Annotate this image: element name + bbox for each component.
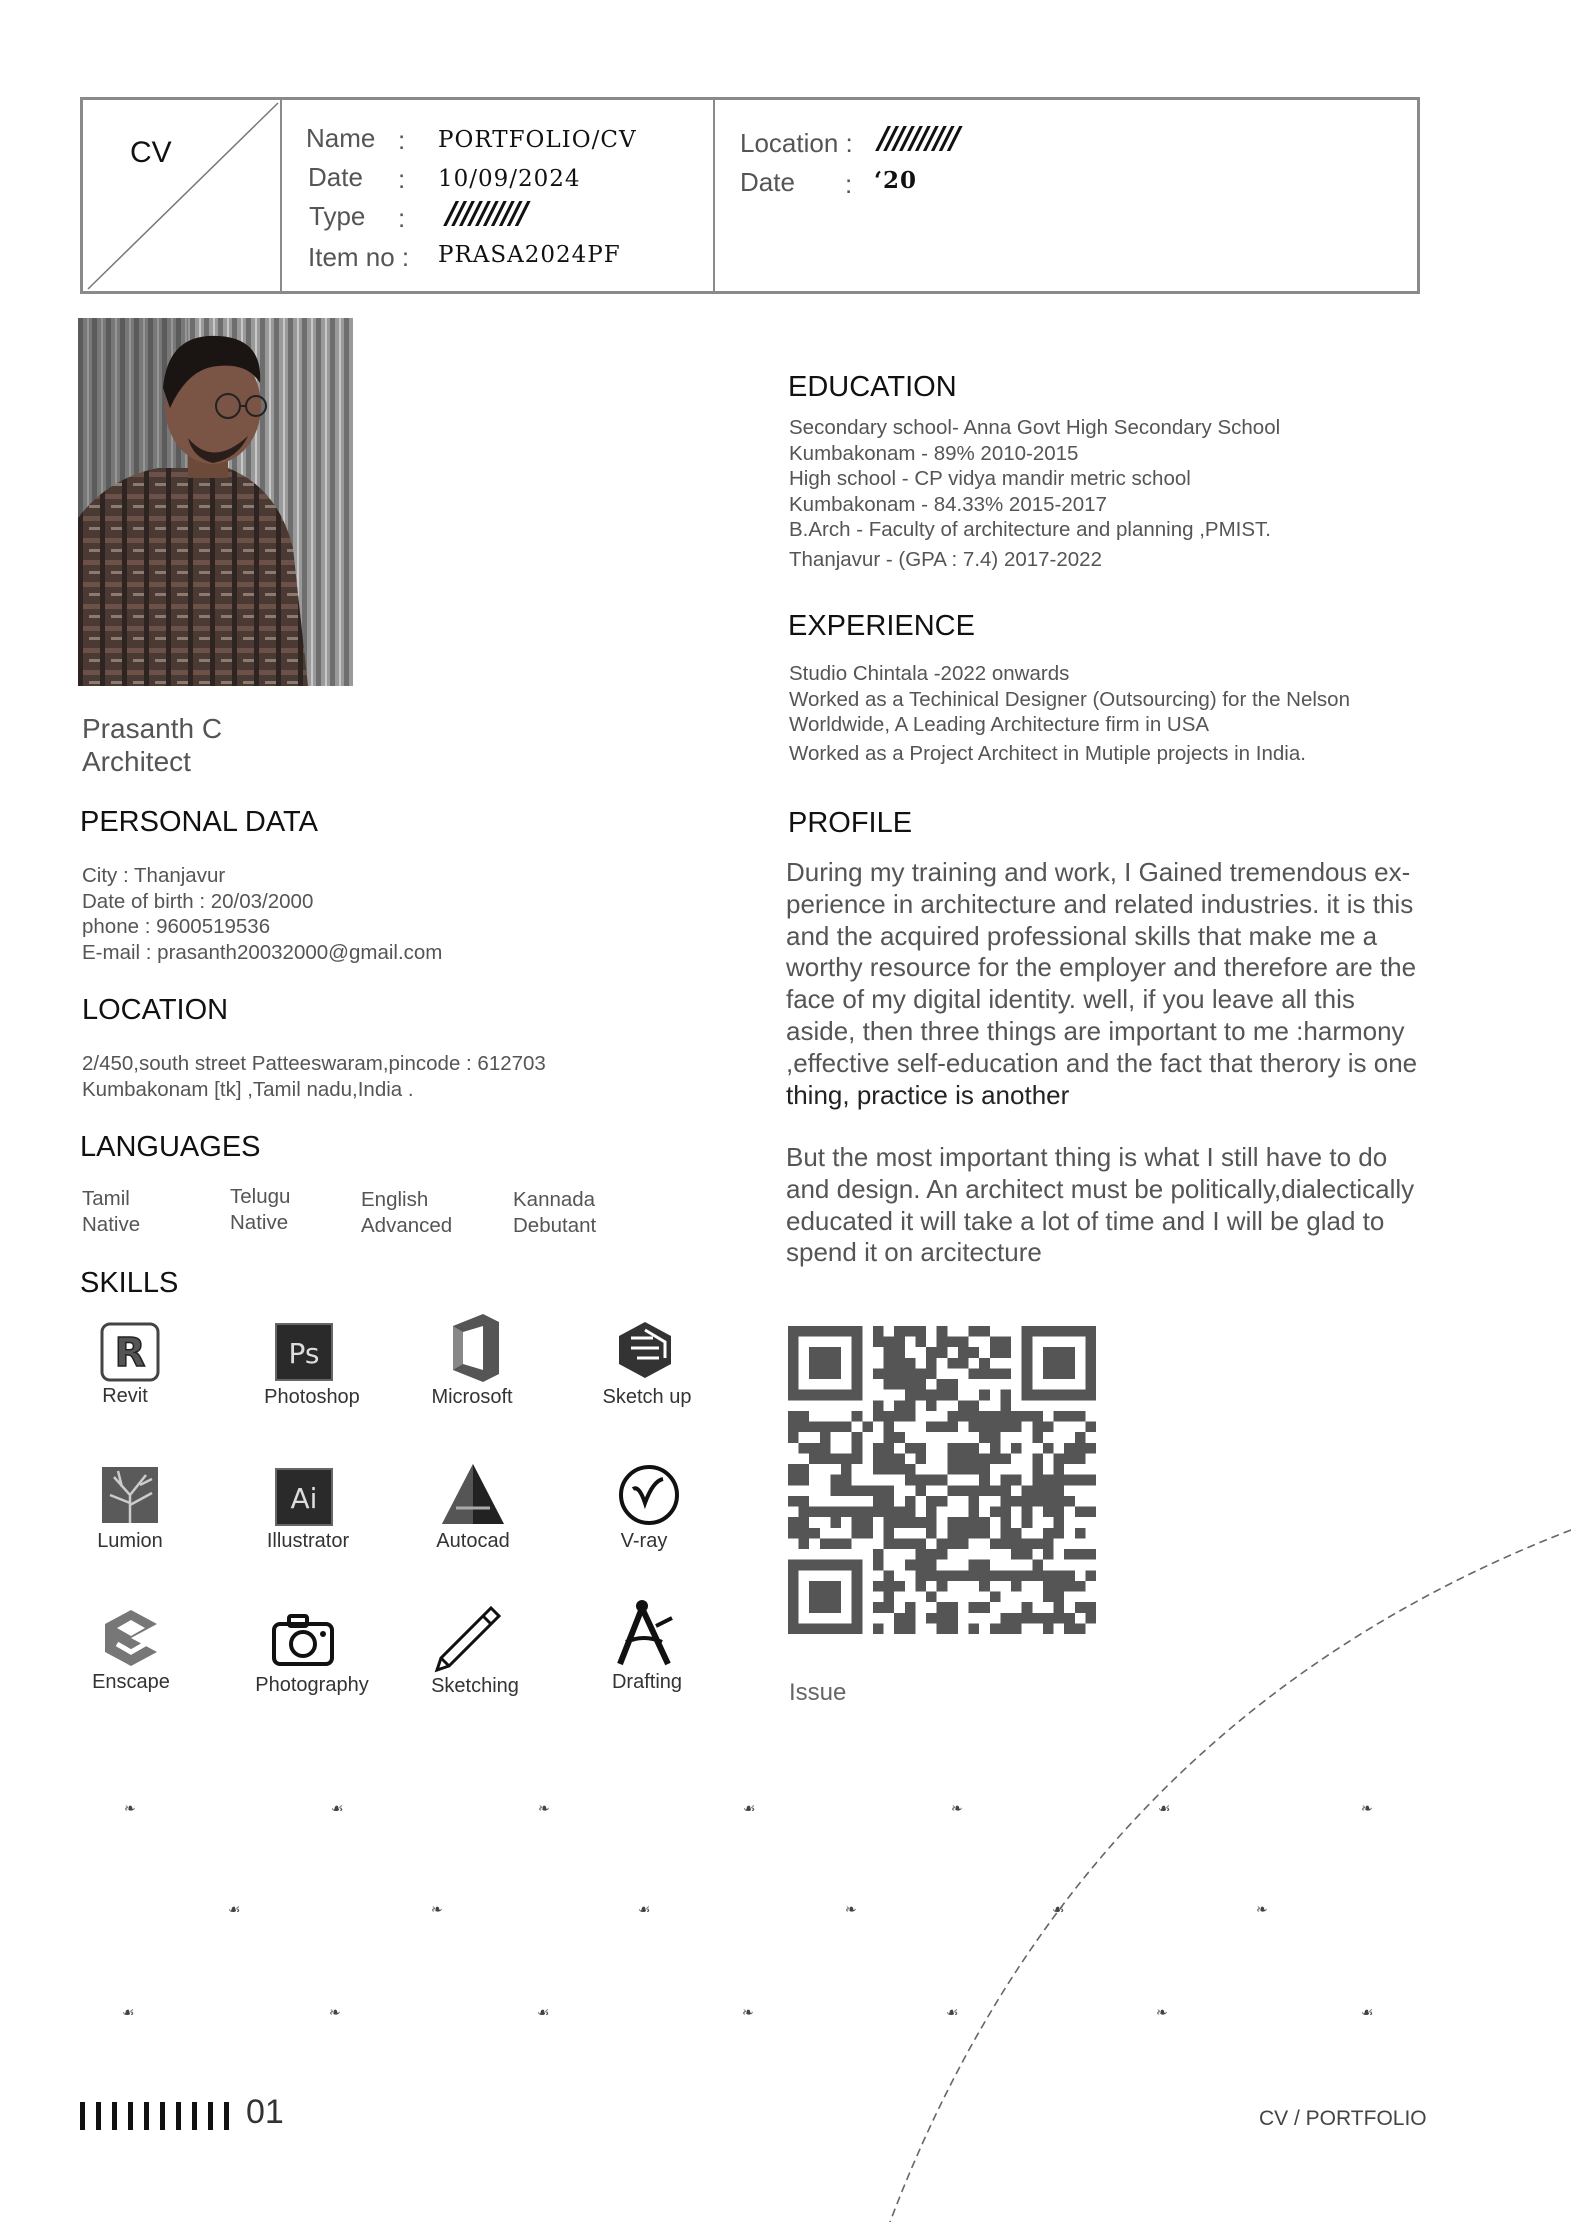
ornament-icon: ☙ bbox=[228, 1901, 241, 1917]
person-role: Architect bbox=[82, 746, 191, 777]
location-label: Location : bbox=[740, 128, 853, 158]
education-line: B.Arch - Faculty of architecture and planning ,PMIST. bbox=[789, 518, 1271, 541]
person-name: Prasanth C bbox=[82, 713, 223, 744]
ornament-icon: ☙ bbox=[331, 1800, 344, 1816]
photoshop-icon bbox=[272, 1320, 336, 1389]
date-value: 10/09/2024 bbox=[438, 166, 581, 192]
svg-text:R: R bbox=[114, 1330, 146, 1376]
name-label: Name bbox=[306, 123, 376, 153]
skills-title: SKILLS bbox=[80, 1267, 179, 1299]
name-value: PORTFOLIO/CV bbox=[438, 127, 637, 153]
profile-para-1 bbox=[786, 857, 1426, 1111]
dob-line: Date of birth : 20/03/2000 bbox=[82, 889, 314, 913]
vray-icon bbox=[617, 1463, 681, 1532]
skill-label: Drafting bbox=[611, 1671, 683, 1693]
profile-line: spend it on arcitecture bbox=[786, 1237, 1042, 1268]
colon: : bbox=[398, 164, 406, 194]
ornament-icon: ❧ bbox=[124, 1800, 136, 1816]
ornament-icon: ❧ bbox=[1256, 1901, 1268, 1917]
language-english bbox=[361, 1187, 452, 1238]
ornament-icon: ❧ bbox=[431, 1901, 443, 1917]
language-level: Debutant bbox=[513, 1213, 597, 1237]
colon: : bbox=[845, 169, 853, 199]
education-line: Thanjavur - (GPA : 7.4) 2017-2022 bbox=[789, 547, 1102, 571]
languages-title: LANGUAGES bbox=[80, 1131, 261, 1163]
language-level: Native bbox=[230, 1210, 289, 1234]
phone-line: phone : 9600519536 bbox=[82, 915, 271, 938]
ornament-icon: ❧ bbox=[742, 2004, 754, 2020]
svg-text:Ai: Ai bbox=[290, 1482, 318, 1515]
ornament-icon: ☙ bbox=[743, 1800, 756, 1816]
language-level: Advanced bbox=[361, 1213, 453, 1237]
education-line: Secondary school- Anna Govt High Secondary School bbox=[789, 416, 1281, 439]
cv-mark: CV bbox=[130, 136, 172, 169]
camera-icon bbox=[271, 1612, 335, 1673]
ornament-icon: ❧ bbox=[951, 1800, 963, 1816]
profile-line: worthy resource for the employer and therefore are the bbox=[786, 952, 1417, 983]
profile-photo bbox=[78, 318, 353, 686]
education-list bbox=[789, 415, 1280, 572]
profile-line: ,effective self-education and the fact that therory is one bbox=[786, 1047, 1418, 1078]
experience-title: EXPERIENCE bbox=[788, 610, 975, 642]
profile-line: and the acquired professional skills that make me a bbox=[786, 920, 1378, 951]
personal-data-list bbox=[82, 863, 442, 965]
ornament-icon: ❧ bbox=[329, 2004, 341, 2020]
city-line: City : Thanjavur bbox=[82, 864, 226, 887]
ornament-icon: ❧ bbox=[1156, 2004, 1168, 2020]
ornament-icon: ☙ bbox=[122, 2004, 135, 2020]
microsoft-office-icon bbox=[443, 1312, 507, 1389]
profile-para-2 bbox=[786, 1142, 1426, 1269]
skill-label: Microsoft bbox=[431, 1386, 513, 1408]
date2-label: Date bbox=[740, 167, 795, 197]
illustrator-icon bbox=[272, 1465, 336, 1534]
ornament-icon: ☙ bbox=[1052, 1901, 1065, 1917]
language-name: Kannada bbox=[513, 1188, 596, 1211]
language-level: Native bbox=[82, 1212, 141, 1236]
location-value: ////////// bbox=[878, 121, 958, 156]
diagonal-line bbox=[83, 100, 280, 291]
colon: : bbox=[398, 125, 406, 155]
footer-title: CV / PORTFOLIO bbox=[1259, 2107, 1427, 2130]
profile-line: face of my digital identity. well, if you leave all this bbox=[786, 984, 1355, 1015]
email-line[interactable]: E-mail : prasanth20032000@gmail.com bbox=[82, 940, 443, 964]
profile-line: educated it will take a lot of time and I will be glad to bbox=[786, 1205, 1385, 1236]
profile-line: thing, practice is another bbox=[786, 1079, 1070, 1110]
revit-icon bbox=[98, 1320, 162, 1389]
type-label: Type bbox=[309, 201, 366, 231]
type-value: ////////// bbox=[446, 196, 526, 231]
qr-code-icon[interactable] bbox=[788, 1326, 1096, 1634]
header-divider bbox=[713, 100, 715, 291]
qr-caption: Issue bbox=[789, 1679, 847, 1706]
skill-label: Enscape bbox=[92, 1671, 170, 1693]
profile-line: But the most important thing is what I still have to do bbox=[786, 1142, 1388, 1172]
sketchup-icon bbox=[613, 1318, 677, 1387]
profile-line: and design. An architect must be politically,dialectically bbox=[786, 1173, 1415, 1204]
date2-value: ‘20 bbox=[874, 167, 918, 194]
skill-label: Sketching bbox=[431, 1675, 519, 1697]
language-name: Tamil bbox=[82, 1187, 130, 1210]
skill-label: Illustrator bbox=[266, 1530, 350, 1552]
ornament-icon: ☙ bbox=[946, 2004, 959, 2020]
education-line: Kumbakonam - 84.33% 2015-2017 bbox=[789, 492, 1107, 516]
profile-line: aside, then three things are important to me :harmony bbox=[786, 1015, 1405, 1046]
education-title: EDUCATION bbox=[788, 371, 957, 403]
experience-list bbox=[789, 661, 1350, 766]
ornament-icon: ☙ bbox=[1158, 1800, 1171, 1816]
lumion-icon bbox=[100, 1465, 160, 1530]
experience-line: Worked as a Techinical Designer (Outsourcing) for the Nelson bbox=[789, 687, 1350, 711]
address-line: 2/450,south street Patteeswaram,pincode : 612703 bbox=[82, 1052, 546, 1075]
ornament-icon: ❧ bbox=[538, 1800, 550, 1816]
experience-line: Worked as a Project Architect in Mutiple projects in India. bbox=[789, 741, 1306, 765]
experience-line: Studio Chintala -2022 onwards bbox=[789, 662, 1070, 685]
personal-data-title: PERSONAL DATA bbox=[80, 806, 318, 838]
autocad-icon bbox=[440, 1462, 506, 1533]
footer-barcode bbox=[80, 2098, 240, 2135]
header-divider bbox=[280, 100, 282, 291]
experience-line: Worldwide, A Leading Architecture firm in USA bbox=[789, 713, 1210, 736]
ornament-icon: ☙ bbox=[638, 1901, 651, 1917]
page-number: 01 bbox=[246, 2093, 284, 2131]
compass-icon bbox=[612, 1598, 676, 1673]
date-label: Date bbox=[308, 162, 363, 192]
colon: : bbox=[398, 203, 406, 233]
education-line: High school - CP vidya mandir metric school bbox=[789, 467, 1191, 490]
enscape-icon bbox=[101, 1608, 161, 1673]
profile-title: PROFILE bbox=[788, 807, 913, 839]
language-tamil bbox=[82, 1186, 140, 1237]
ornament-icon: ☙ bbox=[1361, 2004, 1374, 2020]
language-telugu bbox=[230, 1184, 290, 1235]
ornament-icon: ❧ bbox=[845, 1901, 857, 1917]
skill-label: Sketch up bbox=[602, 1386, 692, 1408]
pencil-icon bbox=[433, 1604, 503, 1679]
education-line: Kumbakonam - 89% 2010-2015 bbox=[789, 441, 1079, 465]
profile-line: During my training and work, I Gained tremendous ex- bbox=[786, 857, 1411, 887]
ornament-icon: ❧ bbox=[1361, 1800, 1373, 1816]
skill-label: Photography bbox=[255, 1674, 369, 1696]
skill-label: Revit bbox=[102, 1385, 148, 1407]
svg-text:Ps: Ps bbox=[288, 1337, 320, 1370]
profile-line: perience in architecture and related industries. it is this bbox=[786, 888, 1414, 919]
skill-label: Lumion bbox=[97, 1530, 163, 1552]
address-line: Kumbakonam [tk] ,Tamil nadu,India . bbox=[82, 1077, 414, 1101]
language-name: English bbox=[361, 1188, 429, 1211]
ornament-icon: ☙ bbox=[537, 2004, 550, 2020]
location-title: LOCATION bbox=[82, 994, 229, 1026]
skill-label: Autocad bbox=[436, 1530, 510, 1552]
language-kannada bbox=[513, 1187, 596, 1238]
item-value: PRASA2024PF bbox=[438, 242, 621, 268]
skill-label: Photoshop bbox=[264, 1386, 360, 1408]
location-address bbox=[82, 1051, 546, 1102]
skill-label: V-ray bbox=[620, 1530, 668, 1552]
language-name: Telugu bbox=[230, 1185, 291, 1208]
item-label: Item no : bbox=[308, 242, 410, 272]
